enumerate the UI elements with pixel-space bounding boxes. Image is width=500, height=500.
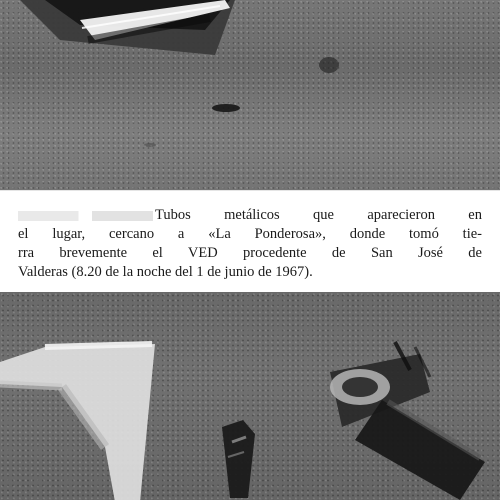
caption-text-4: Valderas (8.20 de la noche del 1 de junio de 1967).: [18, 264, 313, 280]
caption-line-1: [18, 206, 482, 225]
bottom-photo-objects: [0, 292, 500, 500]
caption-text-1: Tubos metálicos que aparecieron en: [155, 207, 482, 223]
caption-band: [0, 190, 500, 294]
caption-line-4: [18, 263, 482, 282]
caption-line-3: [18, 244, 482, 263]
caption-line-2: [18, 225, 482, 244]
bottom-photo: [0, 292, 500, 500]
redaction-block: [18, 211, 153, 221]
top-photo-objects: [0, 0, 500, 190]
caption-text-3: rra brevemente el VED procedente de San José de: [18, 245, 482, 261]
photo-caption: [18, 206, 482, 282]
caption-text-2: el lugar, cercano a «La Ponderosa», donde tomó tie-: [18, 226, 482, 242]
top-photo: [0, 0, 500, 190]
